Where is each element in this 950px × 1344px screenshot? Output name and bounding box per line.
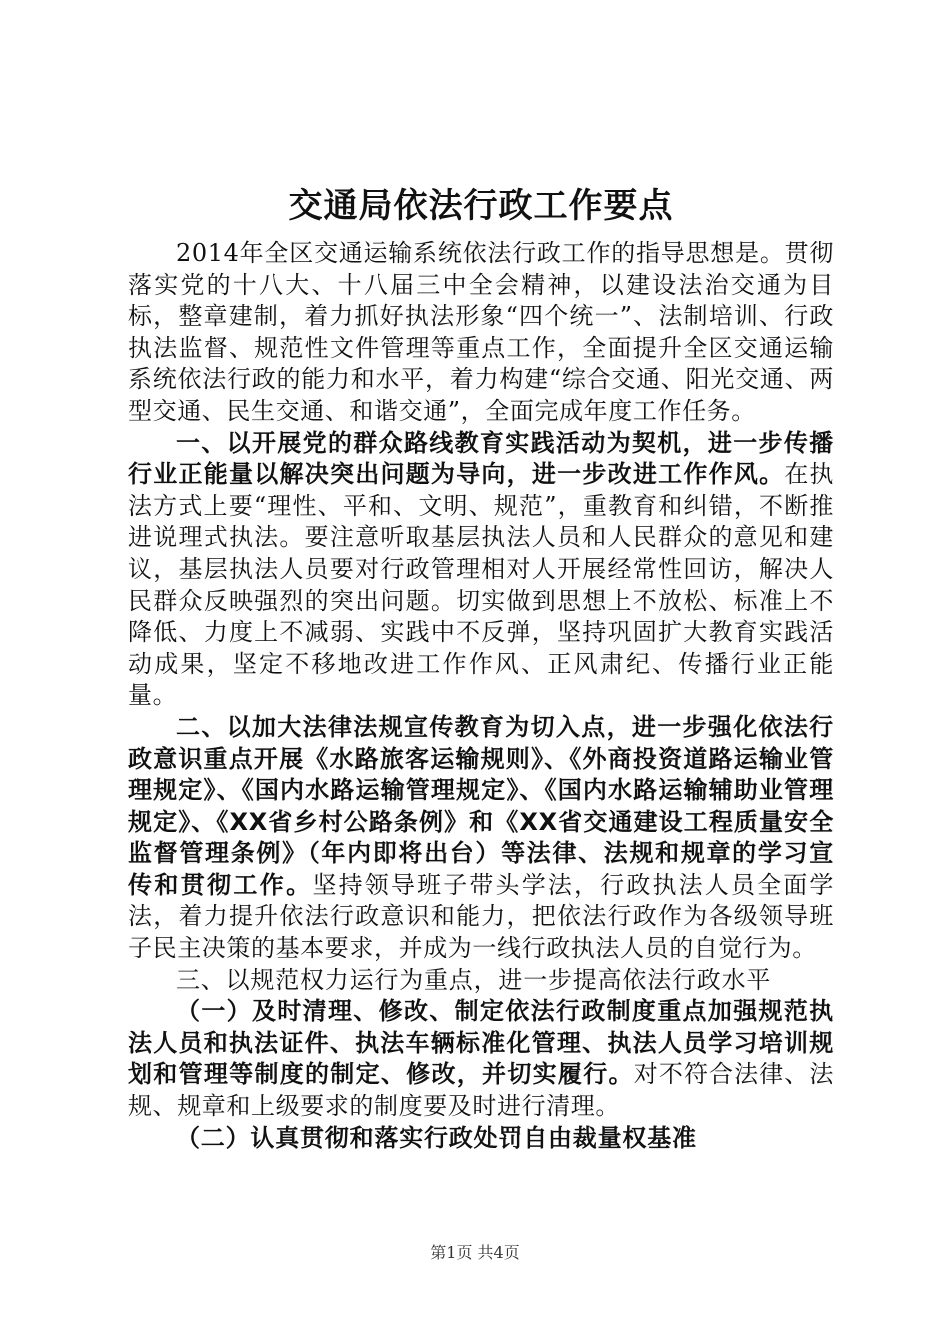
document-title: 交通局依法行政工作要点	[288, 186, 674, 226]
section-2-lead: 二、以加大法律法规宣传教育为切入点，进一步强化依法行政意识重点开展《水路旅客运输规则》、《外商投资道路运输业管理规定》、《国内水路运输管理规定》、《国内水路运输辅助业管理规定》、《XX省乡村公路条例》和《XX省交通建设工程质量安全监督管理条例》（年内即将出台）等法律、法规和规章的学习宣传和贯彻工作。	[128, 712, 834, 899]
section-2-body: 坚持领导班子带头学法，行政执法人员全面学法，着力提升依法行政意识和能力，把依法行政作为各级领导班子民主决策的基本要求，并成为一线行政执法人员的自觉行为。	[128, 870, 834, 963]
page-footer: 第1页 共4页	[430, 1243, 520, 1262]
intro-paragraph: 2014年全区交通运输系统依法行政工作的指导思想是。贯彻落实党的十八大、十八届三中全会精神，以建设法治交通为目标，整章建制，着力抓好执法形象“四个统一”、法制培训、行政执法监督、规范性文件管理等重点工作，全面提升全区交通运输系统依法行政的能力和水平，着力构建“综合交通、阳光交通、两型交通、民生交通、和谐交通”，全面完成年度工作任务。	[128, 239, 834, 425]
section-3-2-lead: （二）认真贯彻和落实行政处罚自由裁量权基准	[176, 1123, 697, 1152]
document-page	[128, 180, 834, 1154]
section-3-1-body: 对不符合法律、法规、规章和上级要求的制度要及时进行清理。	[128, 1060, 834, 1121]
section-1-lead: 一、以开展党的群众路线教育实践活动为契机，进一步传播行业正能量以解决突出问题为导向，进一步改进工作作风。	[128, 428, 834, 489]
section-2-paragraph	[128, 712, 834, 965]
section-1-paragraph	[128, 428, 834, 712]
section-3-heading: 三、以规范权力运行为重点，进一步提高依法行政水平	[176, 965, 772, 994]
section-1-body: 在执法方式上要“理性、平和、文明、规范”，重教育和纠错，不断推进说理式执法。要注意听取基层执法人员和人民群众的意见和建议，基层执法人员要对行政管理相对人开展经常性回访，解决人民群众反映强烈的突出问题。切实做到思想上不放松、标准上不降低、力度上不减弱、实践中不反弹，坚持巩固扩大教育实践活动成果，坚定不移地改进工作作风、正风肃纪、传播行业正能量。	[128, 460, 834, 710]
section-3-1-paragraph	[128, 996, 834, 1122]
section-3-2-paragraph	[128, 1123, 834, 1155]
section-3-1-lead: （一）及时清理、修改、制定依法行政制度重点加强规范执法人员和执法证件、执法车辆标准化管理、执法人员学习培训规划和管理等制度的制定、修改，并切实履行。	[128, 997, 834, 1089]
